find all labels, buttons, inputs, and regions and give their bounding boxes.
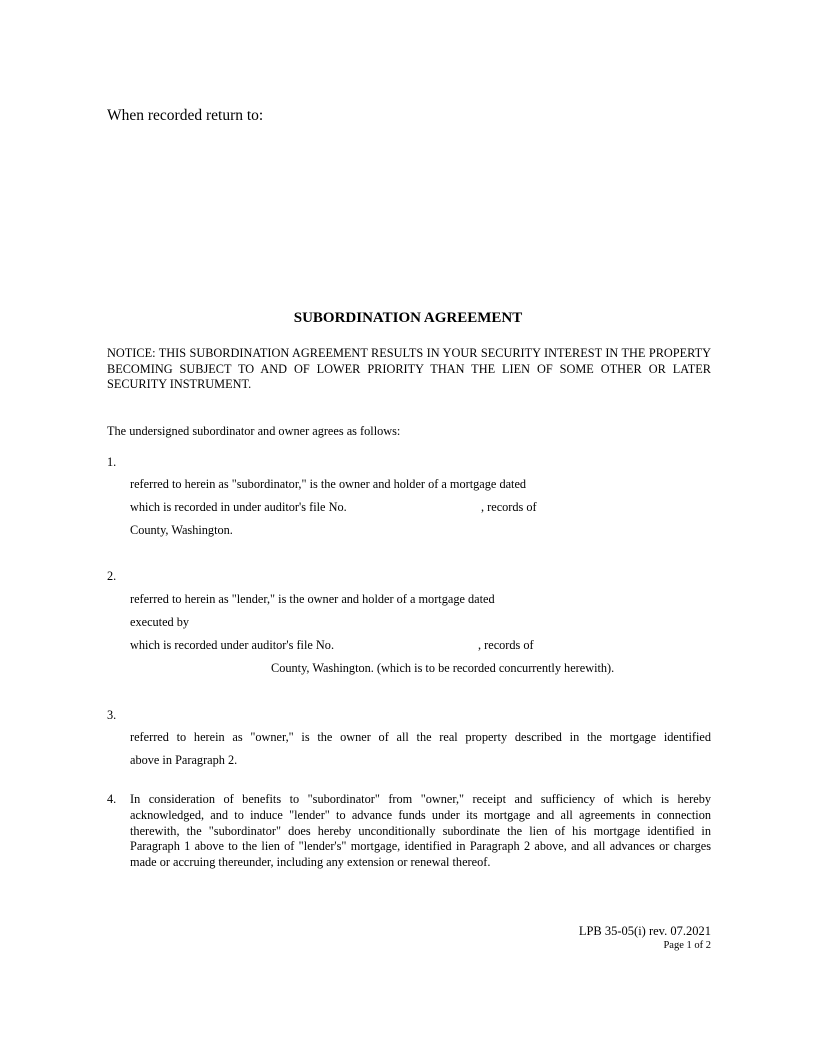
document-title: SUBORDINATION AGREEMENT (293, 310, 523, 326)
paragraph-2-line-1: referred to herein as "lender," is the owner and holder of a mortgage dated (130, 592, 495, 606)
return-to-label: When recorded return to: (107, 107, 264, 124)
paragraph-3-line-2: above in Paragraph 2. (130, 753, 238, 767)
paragraph-1-line-2b: , records of (481, 500, 537, 514)
paragraph-4-text: In consideration of benefits to "subordinator" from "owner," receipt and sufficiency of which is hereby acknowledged, and to induce "lender" to advance funds under its mortgage and all agreements in connection therewith, the "subordinator" does hereby unconditionally subordinate the lien of his mortgage identified in Paragraph 1 above to the lien of "lender's" mortgage, identified in Paragraph 2 above, and all advances or charges made or accruing thereunder, including any extension or renewal thereof. (130, 792, 711, 870)
paragraph-2-line-3a: which is recorded under auditor's file No. (130, 638, 335, 652)
paragraph-1-number: 1. (107, 455, 117, 469)
paragraph-2-line-4: County, Washington. (which is to be recorded concurrently herewith). (271, 661, 615, 675)
paragraph-3-number: 3. (107, 708, 117, 722)
paragraph-2-line-3b: , records of (478, 638, 534, 652)
page-number: Page 1 of 2 (663, 940, 711, 951)
paragraph-2-number: 2. (107, 569, 117, 583)
paragraph-2-line-2: executed by (130, 615, 190, 629)
paragraph-1-line-3: County, Washington. (130, 523, 233, 537)
intro-text: The undersigned subordinator and owner agrees as follows: (107, 424, 401, 438)
paragraph-1-line-2a: which is recorded in under auditor's file No. (130, 500, 347, 514)
notice-text: NOTICE: THIS SUBORDINATION AGREEMENT RESULTS IN YOUR SECURITY INTEREST IN THE PROPERTY BECOMING SUBJECT TO AND OF LOWER PRIORITY THAN THE LIEN OF SOME OTHER OR LATER SECURITY INSTRUMENT. (107, 346, 711, 391)
paragraph-1-line-1: referred to herein as "subordinator," is the owner and holder of a mortgage dated (130, 477, 527, 491)
paragraph-3-text: referred to herein as "owner," is the owner of all the real property described in the mortgage identified (130, 730, 711, 744)
paragraph-4-number: 4. (107, 792, 117, 806)
form-revision-id: LPB 35-05(i) rev. 07.2021 (578, 924, 711, 938)
